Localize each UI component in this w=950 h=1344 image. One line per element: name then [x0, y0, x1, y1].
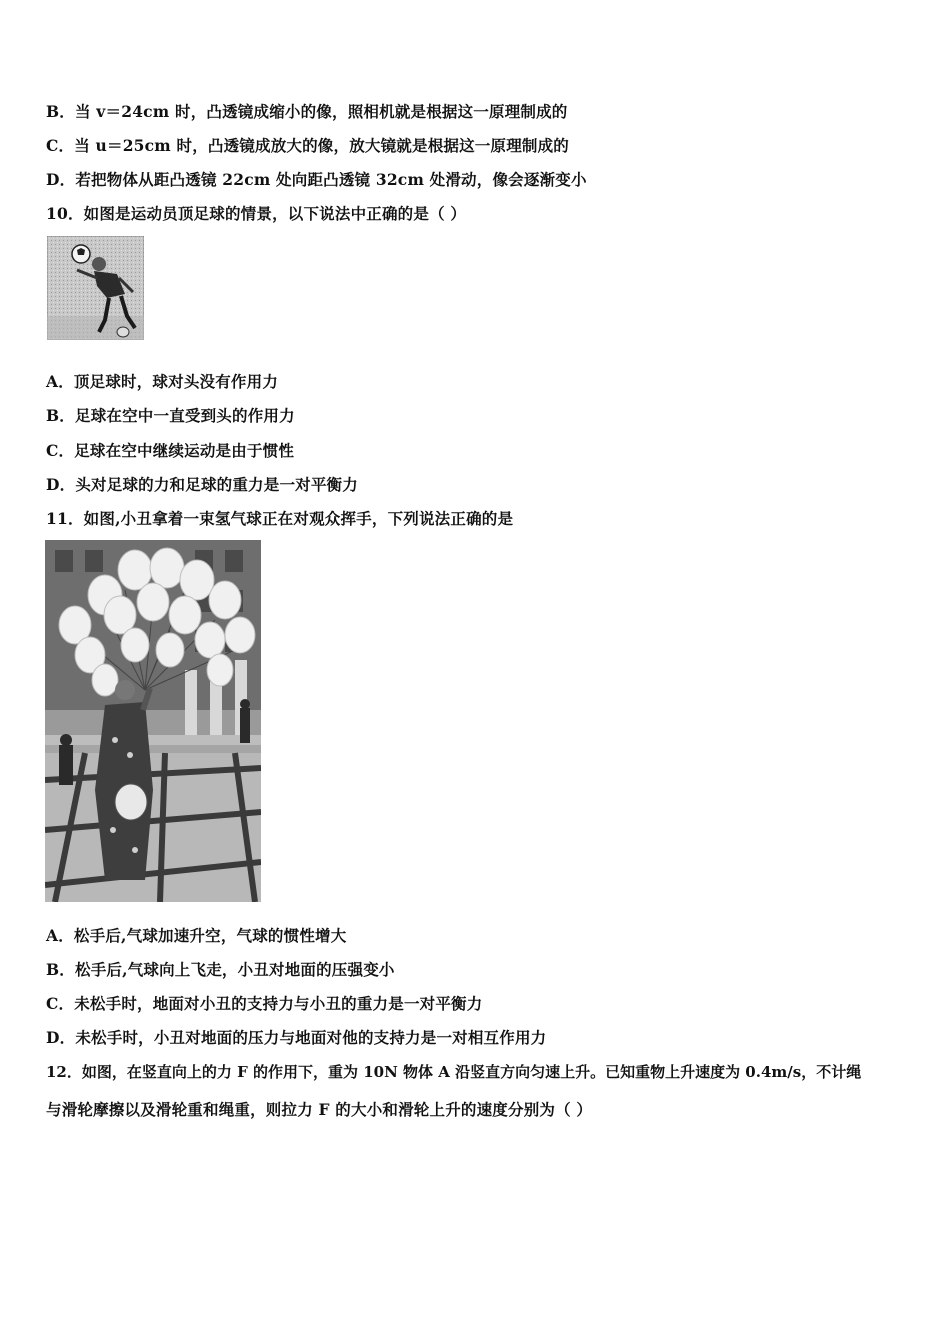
- q10-option-d: D．头对足球的力和足球的重力是一对平衡力: [46, 475, 358, 494]
- q10-stem: 10．如图是运动员顶足球的情景，以下说法中正确的是（ ）: [46, 204, 467, 223]
- q10-option-a: A．顶足球时，球对头没有作用力: [46, 372, 279, 391]
- q10-option-c: C．足球在空中继续运动是由于惯性: [46, 441, 295, 460]
- q9-option-c: C．当 u＝25cm 时，凸透镜成放大的像，放大镜就是根据这一原理制成的: [46, 136, 570, 155]
- q11-option-c: C．未松手时，地面对小丑的支持力与小丑的重力是一对平衡力: [46, 994, 483, 1013]
- q11-option-a: A．松手后,气球加速升空，气球的惯性增大: [46, 926, 347, 945]
- football-header-figure: [47, 236, 144, 340]
- q11-option-d: D．未松手时，小丑对地面的压力与地面对他的支持力是一对相互作用力: [46, 1028, 547, 1047]
- q12-stem-line1: 12．如图，在竖直向上的力 F 的作用下，重为 10N 物体 A 沿竖直方向匀速上升。已知重物上升速度为 0.4m/s，不计绳: [46, 1063, 862, 1081]
- q11-option-b: B．松手后,气球向上飞走，小丑对地面的压强变小: [46, 960, 395, 979]
- q11-stem: 11．如图,小丑拿着一束氢气球正在对观众挥手，下列说法正确的是: [46, 509, 514, 528]
- q9-option-d: D．若把物体从距凸透镜 22cm 处向距凸透镜 32cm 处滑动，像会逐渐变小: [46, 170, 587, 189]
- q12-stem-line2: 与滑轮摩擦以及滑轮重和绳重，则拉力 F 的大小和滑轮上升的速度分别为（ ）: [46, 1100, 593, 1119]
- q9-option-b: B．当 v＝24cm 时，凸透镜成缩小的像，照相机就是根据这一原理制成的: [46, 102, 568, 121]
- clown-balloons-figure: [45, 540, 261, 902]
- q10-option-b: B．足球在空中一直受到头的作用力: [46, 406, 295, 425]
